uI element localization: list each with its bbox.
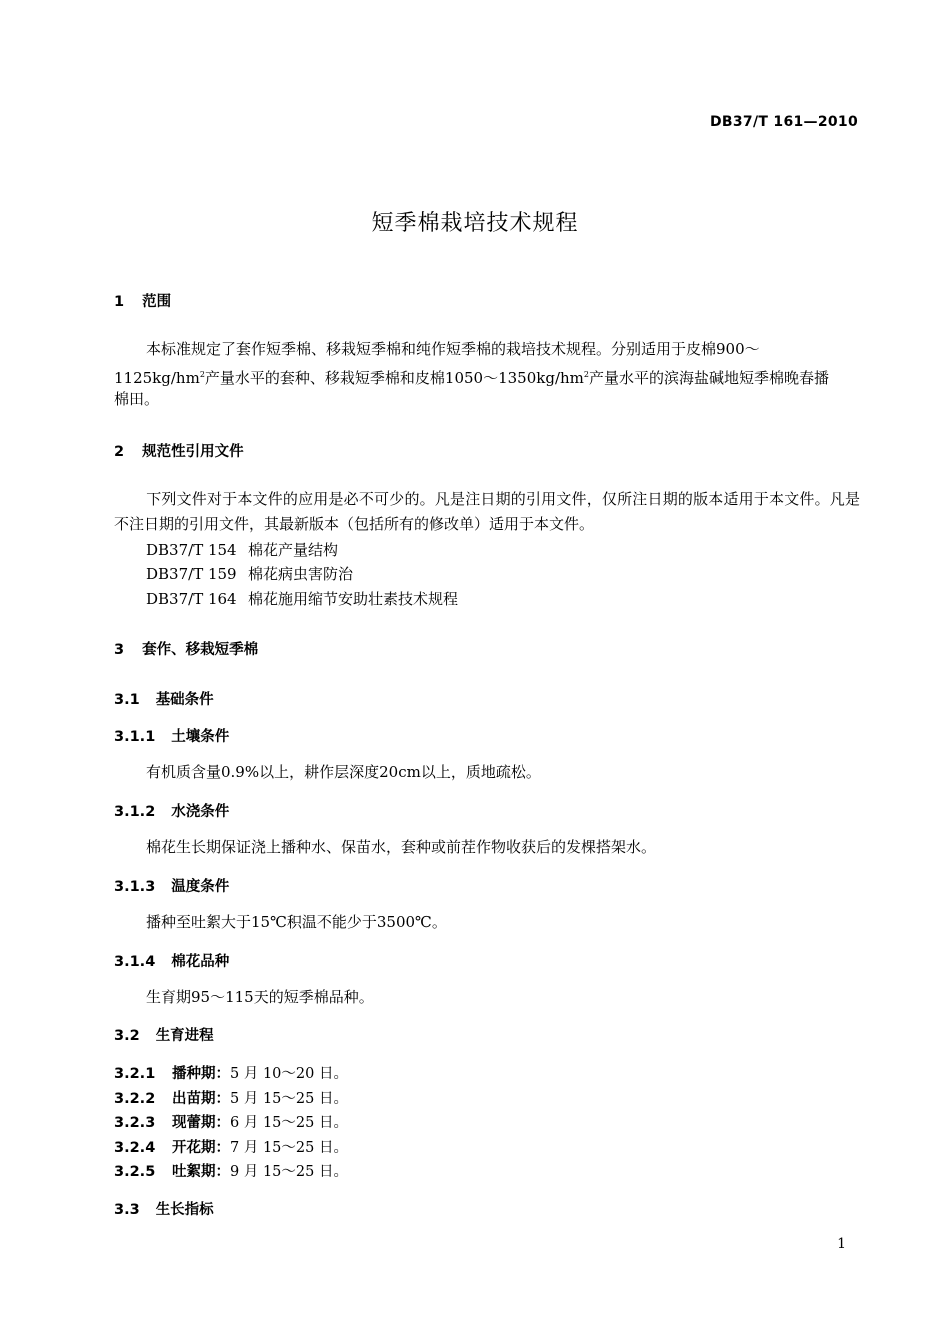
stage-item: 3.2.1 播种期：5 月 10～20 日。 xyxy=(114,1066,348,1082)
section-3-1-4-heading: 3.1.4 棉花品种 xyxy=(114,954,230,970)
section-2-heading: 2 规范性引用文件 xyxy=(114,444,244,460)
stage-item: 3.2.5 吐絮期：9 月 15～25 日。 xyxy=(114,1164,348,1180)
doc-code-header: DB37/T 161—2010 xyxy=(710,114,858,130)
section-1-para-line-2: $1125kg/hm^2$产量水平的套种、移栽短季棉和皮棉$1050\sim 1350kg/hm^2$产量水平的滨海盐碱地短季棉晚春播 xyxy=(114,369,829,387)
section-3-1-1-text: 有机质含量0.9%以上，耕作层深度20cm以上，质地疏松。 xyxy=(146,763,541,781)
section-3-heading: 3 套作、移栽短季棉 xyxy=(114,642,259,658)
section-3-1-2-text: 棉花生长期保证浇上播种水、保苗水，套种或前茬作物收获后的发棵搭架水。 xyxy=(146,838,657,856)
section-2-para: 下列文件对于本文件的应用是必不可少的。凡是注日期的引用文件，仅所注日期的版本适用于本文件。凡是不注日期的引用文件，其最新版本（包括所有的修改单）适用于本文件。 xyxy=(114,490,860,533)
section-3-1-3-text: 播种至吐絮大于15℃积温不能少于3500℃。 xyxy=(146,913,447,931)
section-1-para-line-3: 棉田。 xyxy=(114,390,160,408)
section-1-heading: 1 范围 xyxy=(114,294,172,310)
section-1-para-line-1: 本标准规定了套作短季棉、移栽短季棉和纯作短季棉的栽培技术规程。分别适用于皮棉900～ xyxy=(146,340,760,358)
stage-item: 3.2.3 现蕾期：6 月 15～25 日。 xyxy=(114,1115,348,1131)
reference-item: DB37/T 159 棉花病虫害防治 xyxy=(146,565,354,583)
stage-item: 3.2.2 出苗期：5 月 15～25 日。 xyxy=(114,1091,348,1107)
stage-item: 3.2.4 开花期：7 月 15～25 日。 xyxy=(114,1140,348,1156)
reference-item: DB37/T 154 棉花产量结构 xyxy=(146,541,339,559)
section-3-1-4-text: 生育期95～115天的短季棉品种。 xyxy=(146,988,374,1006)
section-3-1-3-heading: 3.1.3 温度条件 xyxy=(114,879,230,895)
page-number: 1 xyxy=(837,1236,846,1252)
section-3-1-2-heading: 3.1.2 水浇条件 xyxy=(114,804,230,820)
reference-item: DB37/T 164 棉花施用缩节安助壮素技术规程 xyxy=(146,590,459,608)
section-3-2-heading: 3.2 生育进程 xyxy=(114,1028,214,1044)
section-3-1-heading: 3.1 基础条件 xyxy=(114,692,214,708)
section-3-3-heading: 3.3 生长指标 xyxy=(114,1202,214,1218)
section-3-1-1-heading: 3.1.1 土壤条件 xyxy=(114,729,230,745)
page-title: 短季棉栽培技术规程 xyxy=(371,211,579,236)
